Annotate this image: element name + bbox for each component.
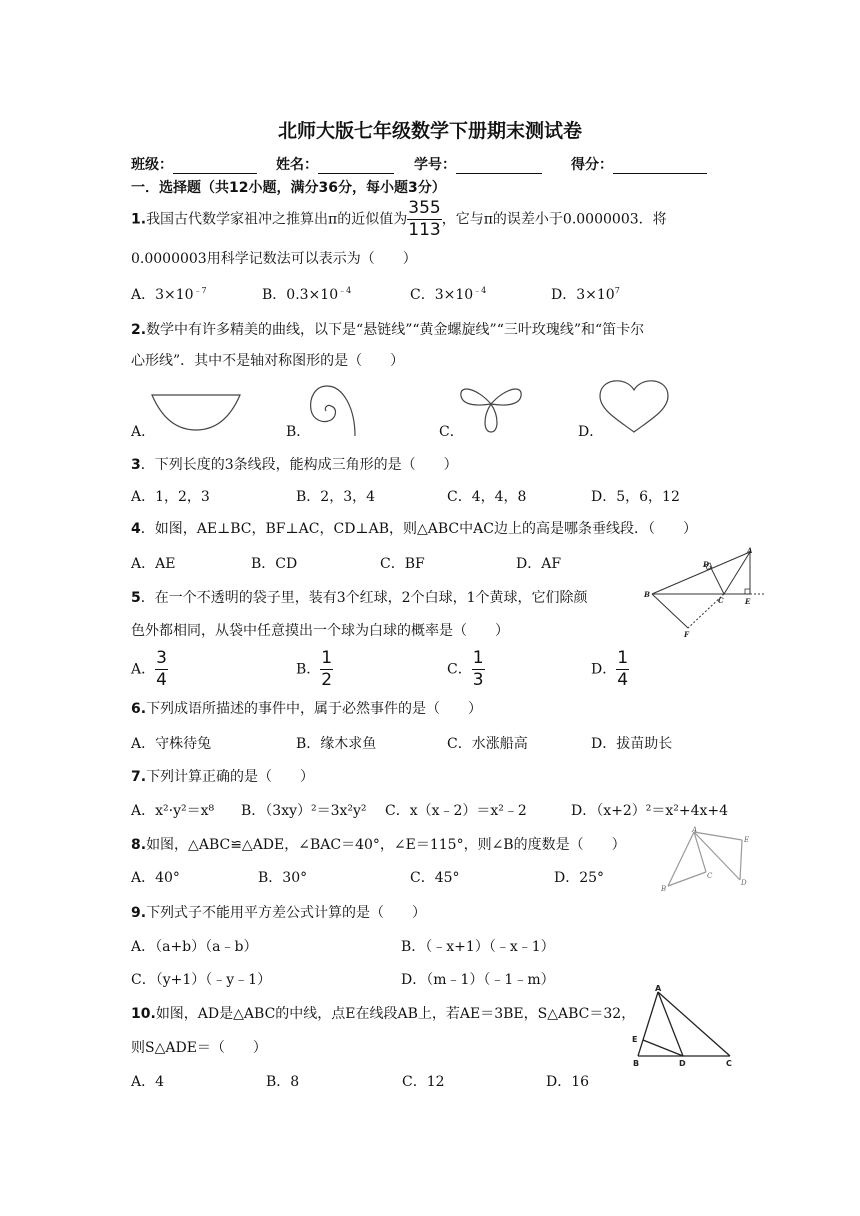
option-c [410, 284, 486, 304]
option-d: D．5，6，12 [591, 489, 680, 505]
option-c: C． [439, 424, 464, 440]
label-d: D [703, 560, 710, 569]
option-c: C．4，4，8 [447, 489, 527, 505]
class-label: 班级： [131, 157, 173, 173]
option-text: B． [296, 661, 321, 678]
label-d: D [679, 1059, 686, 1068]
option-c: C．BF [380, 556, 425, 572]
option-b: B．2，3，4 [296, 489, 376, 505]
id-blank [456, 159, 542, 174]
question-text: 如图，△ABC≌△ADE，∠BAC＝40°，∠E＝115°，则∠B的度数是（ ） [146, 837, 626, 853]
fraction [407, 200, 441, 239]
option-c [447, 650, 485, 689]
label-f: F [684, 630, 689, 639]
option-a: A．（a+b）（a﹣b） [131, 939, 258, 955]
fraction [320, 650, 333, 689]
option-d: D．拔苗助长 [591, 736, 673, 752]
three-leaf-rose-figure [457, 376, 525, 434]
name-label: 姓名： [276, 157, 318, 173]
option-d [591, 650, 629, 689]
question-text: 我国古代数学家祖冲之推算出π的近似值为 [146, 211, 408, 228]
option-a: A．AE [131, 556, 176, 572]
label-b: B [633, 1059, 640, 1068]
option-c: C．（y+1）（﹣y﹣1） [131, 972, 272, 988]
option-c: C．水涨船高 [447, 736, 528, 752]
option-text: C． [447, 661, 472, 678]
question-number: 9. [131, 905, 147, 921]
question-6 [131, 698, 482, 718]
question-text: ．如图，AE⊥BC，BF⊥AC，CD⊥AB，则△ABC中AC边上的高是哪条垂线段．（ ） [140, 521, 697, 537]
label-c: C [726, 1059, 732, 1068]
numerator: 355 [408, 198, 441, 218]
option-b [296, 650, 333, 689]
question-number: 10. [131, 1006, 156, 1022]
id-field [414, 154, 542, 174]
option-c: C．45° [410, 870, 460, 886]
question-text: 下列成语所描述的事件中，属于必然事件的是（ ） [146, 701, 483, 717]
question-text: 下列计算正确的是（ ） [146, 769, 315, 785]
denominator: 3 [472, 670, 484, 690]
question-text: 数学中有许多精美的曲线，以下是“悬链线”“黄金螺旋线”“三叶玫瑰线”和“笛卡尔 [146, 322, 645, 338]
numerator: 1 [617, 648, 629, 668]
question-text: ．下列长度的3条线段，能构成三角形的是（ ） [140, 457, 458, 473]
option-b: B． [286, 424, 311, 440]
option-d [551, 284, 620, 304]
score-blank [613, 159, 707, 174]
option-b: B．（﹣x+1）（﹣x﹣1） [401, 939, 555, 955]
option-c: C．x（x﹣2）＝x²﹣2 [385, 803, 527, 819]
class-blank [173, 159, 257, 174]
denominator: 4 [617, 670, 629, 690]
label-c: C [707, 872, 713, 880]
question-8 [131, 834, 626, 854]
exponent: ﹣4 [338, 286, 352, 295]
question-number: 4 [131, 521, 141, 537]
id-label: 学号： [414, 157, 456, 173]
question-text: 如图，AD是△ABC的中线，点E在线段AB上，若AE＝3BE，S△ABC＝32， [155, 1006, 636, 1022]
option-a: A．40° [131, 870, 180, 886]
median-triangle-figure [628, 984, 738, 1070]
option-b: B．CD [251, 556, 298, 572]
option-text: D． [591, 661, 617, 678]
option-d: D．（x+2）²＝x²+4x+4 [571, 803, 729, 819]
label-e: E [745, 597, 751, 606]
question-text: ．在一个不透明的袋子里，装有3个红球，2个白球，1个黄球，它们除颜 [140, 590, 588, 606]
question-number: 5 [131, 590, 141, 606]
option-c: C．12 [402, 1074, 445, 1090]
exponent: ﹣7 [193, 286, 207, 295]
option-d: D．（m﹣1）（﹣1﹣m） [401, 972, 555, 988]
option-a: A．4 [131, 1074, 165, 1090]
option-d: D．16 [546, 1074, 590, 1090]
exponent: ﹣4 [473, 286, 487, 295]
label-a: A [655, 984, 662, 993]
option-text: C．3×10 [410, 287, 474, 303]
numerator: 3 [156, 648, 167, 668]
fraction [155, 650, 168, 689]
label-c: C [718, 596, 724, 605]
question-number: 3 [131, 457, 141, 473]
numerator: 1 [321, 648, 333, 668]
question-text: 下列式子不能用平方差公式计算的是（ ） [146, 905, 427, 921]
question-3 [131, 454, 458, 474]
cardioid-heart-figure [598, 376, 670, 434]
catenary-figure [150, 392, 242, 432]
option-d: D． [578, 424, 604, 440]
class-field [131, 154, 257, 174]
question-text: ，它与π的误差小于0.0000003．将 [441, 211, 667, 228]
label-e: E [744, 836, 750, 844]
label-a: A [747, 546, 753, 555]
option-b: B．（3xy）²＝3x²y² [241, 803, 367, 819]
page-title: 北师大版七年级数学下册期末测试卷 [277, 120, 582, 142]
denominator: 2 [321, 670, 333, 690]
golden-spiral-figure [305, 378, 361, 440]
option-a: A．x²·y²＝x⁸ [131, 803, 215, 819]
label-a: A [692, 826, 698, 834]
option-a: A．1，2，3 [131, 489, 210, 505]
exponent: 7 [614, 286, 620, 295]
numerator: 1 [472, 648, 484, 668]
question-number: 2. [131, 322, 147, 338]
question-number: 8. [131, 837, 147, 853]
question-5 [131, 587, 587, 607]
option-text: A． [131, 661, 156, 678]
perpendicular-heights-figure [644, 546, 768, 642]
label-d: D [741, 879, 747, 887]
option-a [131, 284, 207, 304]
question-9 [131, 902, 426, 922]
option-b: B．缘木求鱼 [296, 736, 377, 752]
option-b [262, 284, 351, 304]
question-number: 1. [131, 211, 147, 228]
option-b: B．8 [266, 1074, 300, 1090]
name-blank [318, 159, 394, 174]
option-a [131, 650, 168, 689]
option-d: D．AF [516, 556, 562, 572]
question-10 [131, 1003, 635, 1023]
option-text: D．3×10 [551, 287, 615, 303]
question-4 [131, 518, 697, 538]
question-text: 0.0000003用科学记数法可以表示为（ ） [131, 251, 417, 267]
question-2 [131, 319, 644, 339]
question-text: 色外都相同，从袋中任意摸出一个球为白球的概率是（ ） [131, 623, 509, 639]
fraction [472, 650, 485, 689]
option-d: D．25° [554, 870, 605, 886]
label-b: B [661, 885, 667, 893]
option-text: B．0.3×10 [262, 287, 339, 303]
congruent-triangles-figure [660, 826, 760, 892]
option-text: A．3×10 [131, 287, 194, 303]
label-e: E [632, 1035, 638, 1044]
question-1 [131, 200, 667, 239]
option-b: B．30° [258, 870, 308, 886]
label-b: B [644, 590, 650, 599]
section-heading: 一．选择题（共12小题，满分36分，每小题3分） [131, 180, 446, 196]
option-a: A．守株待兔 [131, 736, 212, 752]
question-text: 心形线”．其中不是轴对称图形的是（ ） [131, 353, 405, 369]
question-text: 则S△ADE＝（ ） [131, 1040, 267, 1056]
fraction [616, 650, 629, 689]
denominator: 4 [156, 670, 167, 690]
option-a: A． [131, 424, 156, 440]
question-7 [131, 766, 314, 786]
name-field [276, 154, 394, 174]
question-number: 7. [131, 769, 147, 785]
score-field [571, 154, 707, 174]
denominator: 113 [408, 220, 441, 240]
score-label: 得分： [571, 157, 613, 173]
question-number: 6. [131, 701, 147, 717]
